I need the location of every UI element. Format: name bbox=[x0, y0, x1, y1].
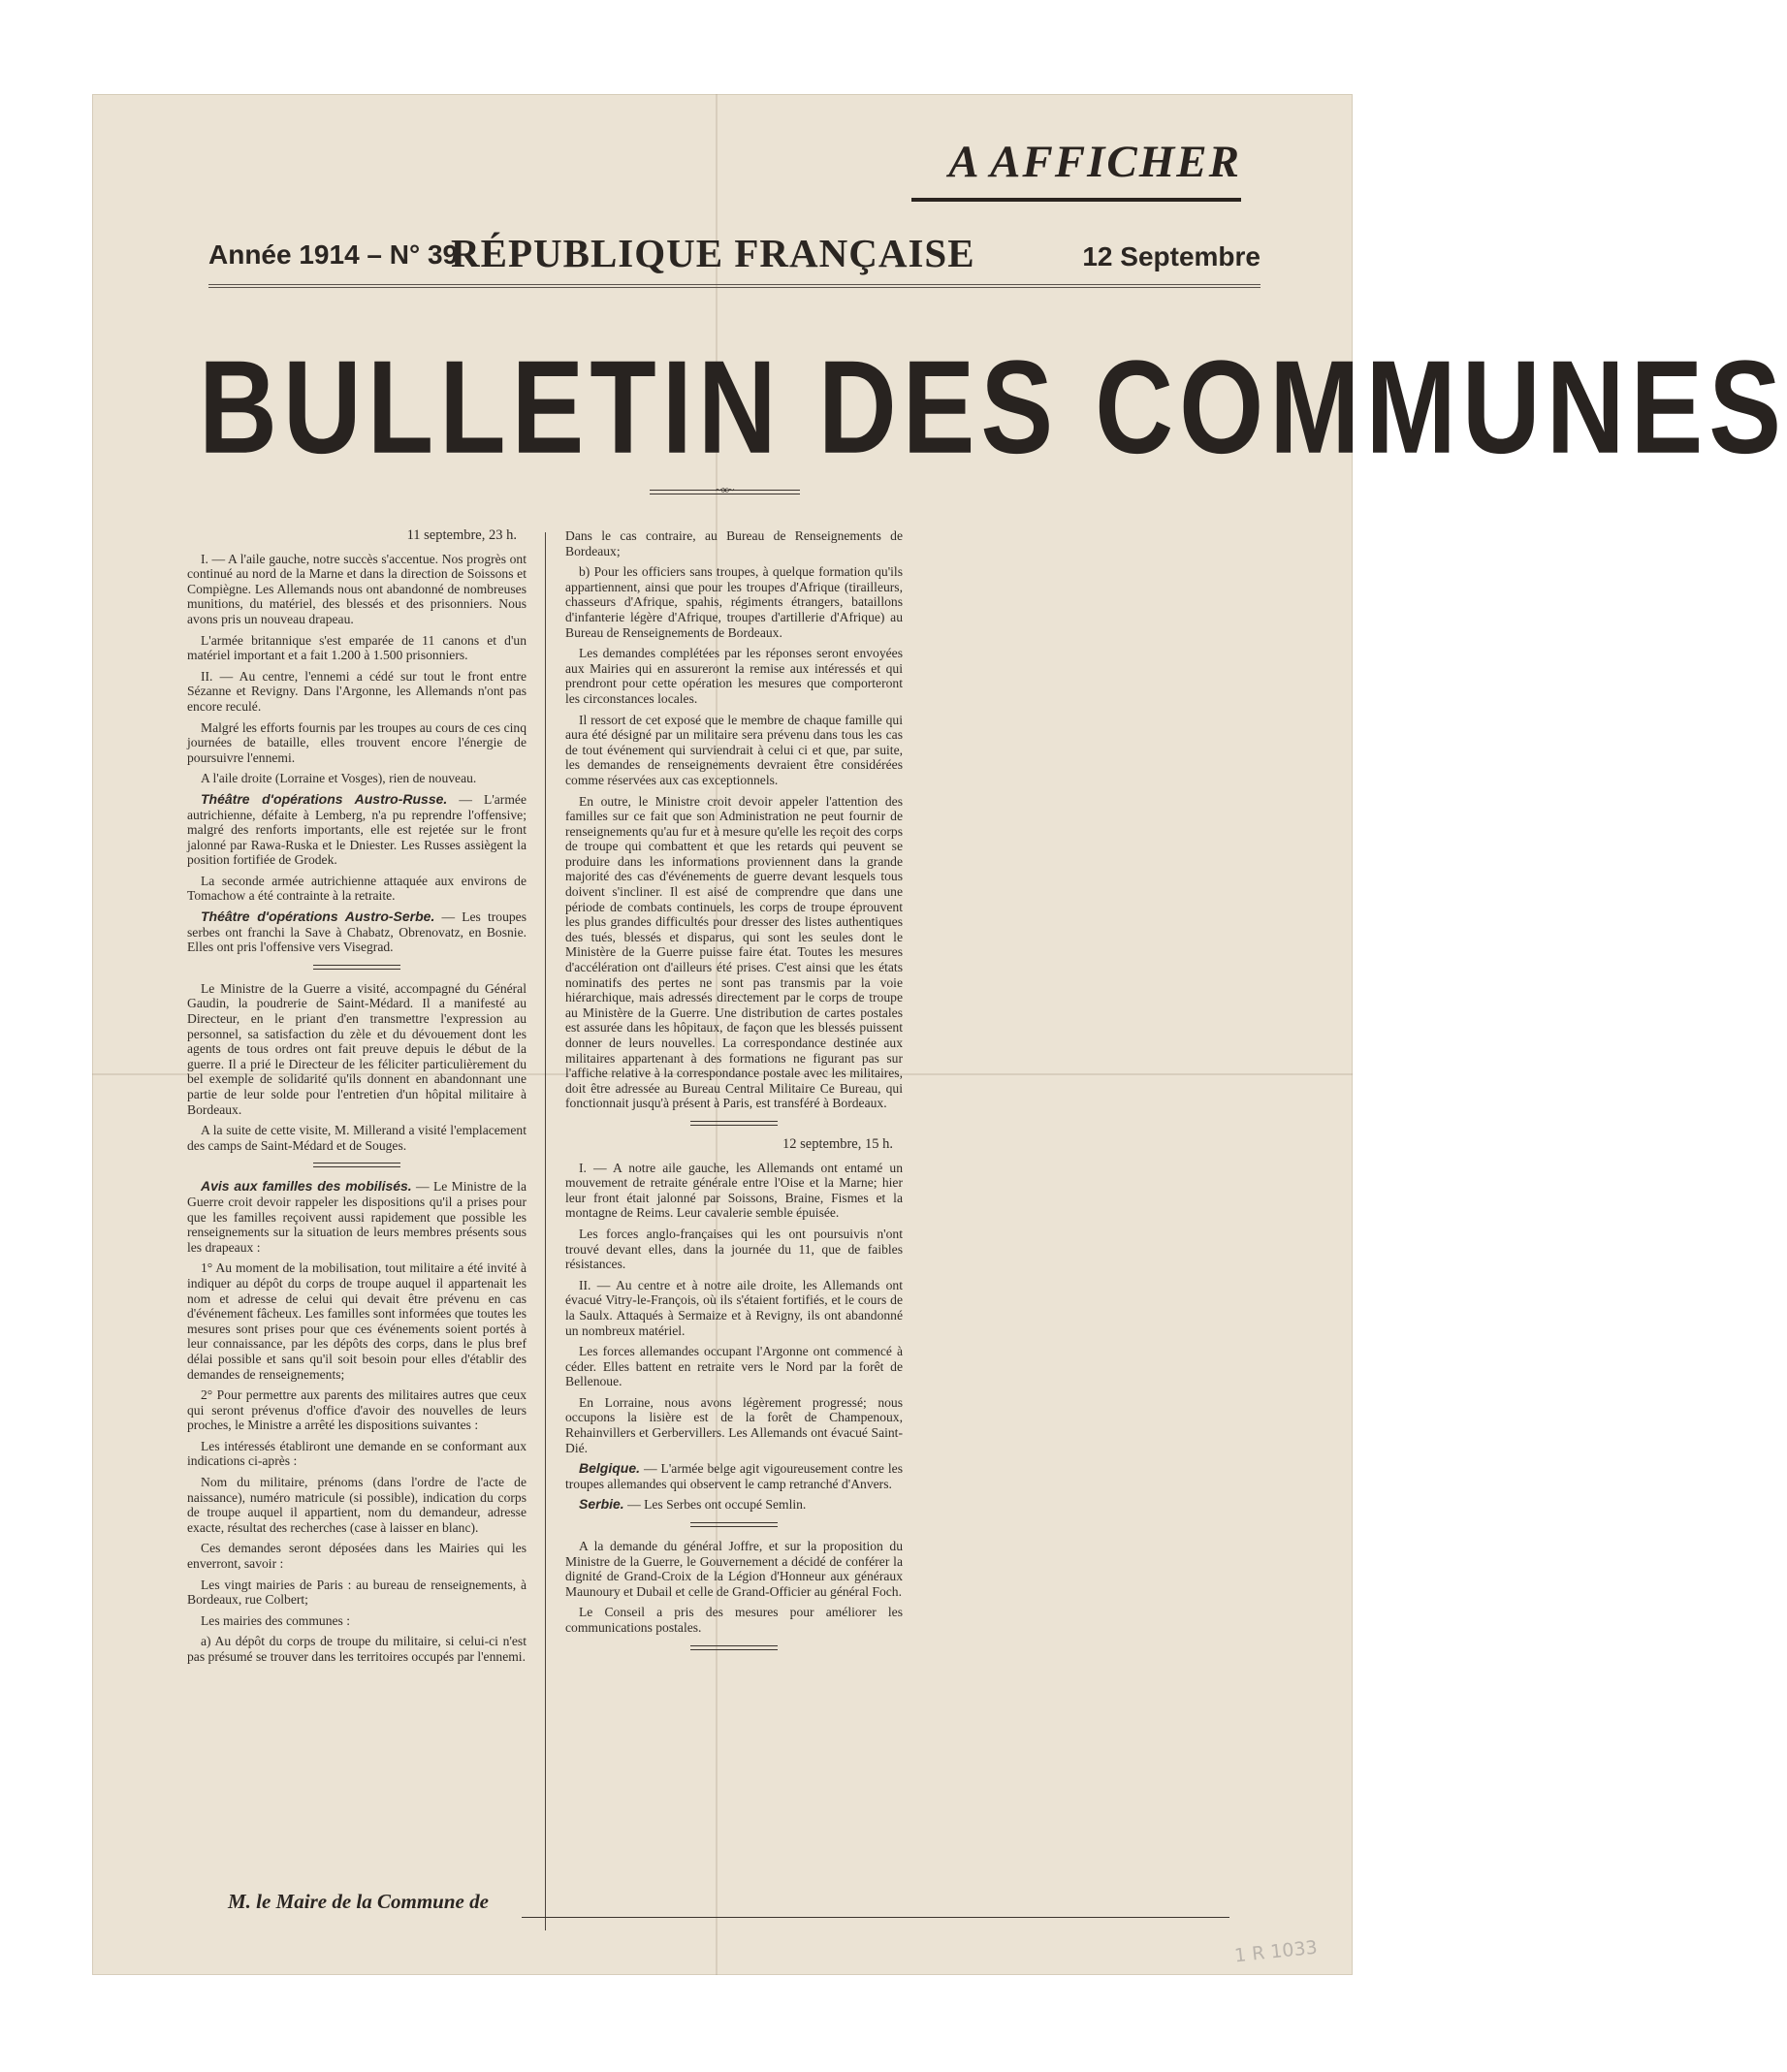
section-text: — L'armée belge agit vigoureusement contre les troupes allemandes qui observent le camp retranché d'Anvers. bbox=[565, 1461, 903, 1491]
poster-sheet bbox=[92, 94, 1787, 1975]
paragraph: Il ressort de cet exposé que le membre de chaque famille qui aura été désigné par un militaire sera prévenu dans tous les cas de tout événement qui surviendrait à celui ci et que, par suite, les demandes de renseignements devraient être considérées comme réservées aux cas exceptionnels. bbox=[565, 712, 903, 787]
archive-pencil-mark: 1 R 1033 bbox=[1233, 1936, 1319, 1967]
to-post-heading: A AFFICHER bbox=[911, 136, 1241, 202]
paragraph: La seconde armée autrichienne attaquée aux environs de Tomachow a été contrainte à la retraite. bbox=[187, 873, 527, 904]
separator-rule bbox=[690, 1522, 778, 1527]
paragraph: Le Ministre de la Guerre a visité, accompagné du Général Gaudin, la poudrerie de Saint-Médard. Il a manifesté au Directeur, en le priant d'en transmettre l'expression au personnel, sa satisfaction du zèle et du dévouement dont les agents de tous ordres ont fait preuve depuis le début de la guerre. Il a prié le Directeur de les féliciter particulièrement du bel exemple de solidarité qu'ils donnent en abandonnant une partie de leur solde pour l'entretien d'un hôpital militaire à Bordeaux. bbox=[187, 980, 527, 1117]
paragraph: Ces demandes seront déposées dans les Mairies qui les enverront, savoir : bbox=[187, 1541, 527, 1572]
paragraph: A l'aile droite (Lorraine et Vosges), rien de nouveau. bbox=[201, 771, 477, 786]
separator-rule bbox=[690, 1121, 778, 1126]
dateline-11-sept: 11 septembre, 23 h. bbox=[406, 527, 517, 543]
paragraph: I. — A notre aile gauche, les Allemands ont entamé un mouvement de retraite générale entre l'Oise et la Marne; hier leur front était jalonné par Soissons, Braine, Fismes et la montagne de Reims. Leur cavalerie semble épuisée. bbox=[565, 1160, 903, 1221]
separator-rule bbox=[313, 965, 400, 970]
dateline-12-sept: 12 septembre, 15 h. bbox=[782, 1135, 893, 1152]
republic-title: RÉPUBLIQUE FRANÇAISE bbox=[451, 231, 975, 275]
paragraph: b) Pour les officiers sans troupes, à quelque formation qu'ils appartiennent, ainsi que pour les troupes d'Afrique (tirailleurs, chasseurs d'Afrique, spahis, régiments étrangers, bataillons d'infanterie légère d'Afrique, troupes d'artillerie d'Afrique) au Bureau de Renseignements de Bordeaux. bbox=[565, 564, 903, 640]
title-ornament-rule bbox=[650, 483, 800, 496]
paragraph-austro-russe bbox=[187, 792, 527, 868]
paragraph: I. — A l'aile gauche, notre succès s'accentue. Nos progrès ont continué au nord de la Marne et dans la direction de Soissons et Compiègne. Les Allemands nous ont abandonné de nombreuses munitions, du matériel, des blessés et des prisonniers. Nous avons pris un nouveau drapeau. bbox=[187, 551, 527, 626]
ornament-glyph: ~∞~ bbox=[716, 483, 734, 496]
bulletin-title: BULLETIN DES COMMUNES bbox=[199, 333, 1787, 482]
masthead-rule bbox=[208, 284, 1260, 288]
paragraph: II. — Au centre, l'ennemi a cédé sur tout le front entre Sézanne et Revigny. Dans l'Argonne, les Allemands n'ont pas encore reculé. bbox=[187, 668, 527, 714]
paragraph: a) Au dépôt du corps de troupe du militaire, si celui-ci n'est pas présumé se trouver dans les territoires occupés par l'ennemi. bbox=[187, 1634, 527, 1664]
section-text: — Les Serbes ont occupé Semlin. bbox=[623, 1497, 807, 1513]
commune-blank-line bbox=[522, 1917, 1229, 1918]
paragraph: Les forces allemandes occupant l'Argonne ont commencé à céder. Elles battent en retraite vers le Nord par la forêt de Bellenoue. bbox=[565, 1344, 903, 1389]
paragraph: A la demande du général Joffre, et sur la proposition du Ministre de la Guerre, le Gouvernement a décidé de conférer la dignité de Grand-Croix de la Légion d'Honneur aux généraux Maunoury et Dubail et celle de Grand-Officier au général Foch. bbox=[565, 1539, 903, 1599]
column-left bbox=[187, 528, 527, 1671]
paragraph: Le Conseil a pris des mesures pour améliorer les communications postales. bbox=[565, 1605, 903, 1635]
paragraph: Les forces anglo-françaises qui les ont poursuivis n'ont trouvé devant elles, dans la journée du 11, que de faibles résistances. bbox=[565, 1226, 903, 1272]
section-title: Serbie. bbox=[579, 1496, 624, 1513]
issue-date: 12 Septembre bbox=[1082, 241, 1260, 271]
paragraph: II. — Au centre et à notre aile droite, les Allemands ont évacué Vitry-le-François, où ils s'étaient fortifiés, et le cours de la Saulx. Attaqués à Sermaize et à Revigny, ils ont abandonné un nombreux matériel. bbox=[565, 1277, 903, 1338]
masthead-line bbox=[208, 230, 1260, 278]
paragraph: Les demandes complétées par les réponses seront envoyées aux Mairies qui en assureront la remise aux intéressés et qui prendront pour cette opération les mesures que comporteront les circonstances locales. bbox=[565, 646, 903, 706]
paragraph-avis bbox=[187, 1179, 527, 1255]
paragraph: En outre, le Ministre croit devoir appeler l'attention des familles sur ce fait que son Administration ne peut fournir de renseignements qu'au fur et à mesure qu'elle les reçoit des corps de troupe qui combattent et que les retards qui peuvent se produire dans les informations proviennent dans la grande majorité des cas d'événements de guerre devant lesquels tous doivent s'incliner. Il est aisé de comprendre que dans une période de combats continuels, les corps de troupe éprouvent les plus grandes difficultés pour dresser des listes authentiques des tués, blessés et disparus, qui sont les seules dont le Ministère de la Guerre puisse faire état. Toutes les mesures d'accélération ont d'ailleurs été prises. C'est ainsi que les états nominatifs des pertes ne sont pas transmis par la voie hiérarchique, mais adressés directement par le corps de troupe au Ministère de la Guerre. Une distribution de cartes postales est assurée dans les hôpitaux, de façon que les blessés puissent donner de leurs nouvelles. La correspondance destinée aux militaires appartenant à des formations ne figurant pas sur l'affiche relative à la correspondance postale avec les militaires, doit être adressée au Bureau Central Militaire Ce Bureau, qui fonctionnait jusqu'à présent à Paris, est transféré à Bordeaux. bbox=[565, 793, 903, 1111]
paragraph: 2° Pour permettre aux parents des militaires autres que ceux qui seront prévenus d'office d'avoir des nouvelles de leurs proches, le Ministre a arrêté les dispositions suivantes : bbox=[187, 1387, 527, 1433]
paragraph-serbie bbox=[565, 1497, 903, 1513]
section-title: Théâtre d'opérations Austro-Serbe. bbox=[201, 908, 435, 925]
paragraph: 1° Au moment de la mobilisation, tout militaire a été invité à indiquer au dépôt du corps de troupe auquel il appartenait les nom et adresse de celui qui devait être prévenu en cas d'événement fâcheux. Les familles sont informées que toutes les mesures sont prises pour que ces événements soient portés à leur connaissance, par les dépôts des corps, dans le plus bref délai possible et sans qu'il soit besoin pour elles d'établir des demandes de renseignements; bbox=[187, 1260, 527, 1382]
section-text: — Le Ministre de la Guerre croit devoir rappeler les dispositions qu'il a prises pour que les familles reçoivent aussi rapidement que possible les renseignements sur la situation de leurs membres présents sous les drapeaux : bbox=[187, 1179, 527, 1255]
paragraph: Malgré les efforts fournis par les troupes au cours de ces cinq journées de bataille, elles trouvent encore l'énergie de poursuivre l'ennemi. bbox=[187, 719, 527, 765]
column-divider bbox=[545, 532, 546, 1930]
paragraph: En Lorraine, nous avons légèrement progressé; nous occupons la lisière est de la forêt de Champenoux, Rehainvillers et Gerbervillers. Les Allemands ont évacué Saint-Dié. bbox=[565, 1394, 903, 1455]
paragraph: Les intéressés établiront une demande en se conformant aux indications ci-après : bbox=[187, 1438, 527, 1469]
section-title: Théâtre d'opérations Austro-Russe. bbox=[201, 790, 448, 807]
paragraph: Les vingt mairies de Paris : au bureau de renseignements, à Bordeaux, rue Colbert; bbox=[187, 1577, 527, 1608]
paragraph: L'armée britannique s'est emparée de 11 canons et d'un matériel important et a fait 1.200 à 1.500 prisonniers. bbox=[187, 632, 527, 663]
section-title: Belgique. bbox=[579, 1460, 641, 1477]
separator-rule bbox=[313, 1163, 400, 1167]
paragraph: Nom du militaire, prénoms (dans l'ordre de l'acte de naissance), numéro matricule (si possible), indication du corps de troupe auquel il appartient, nom du demandeur, adresse exacte, résultat des recherches (case à laisser en blanc). bbox=[187, 1475, 527, 1535]
separator-rule bbox=[690, 1645, 778, 1650]
issue-number: Année 1914 – N° 39 bbox=[208, 239, 459, 270]
paragraph: Dans le cas contraire, au Bureau de Renseignements de Bordeaux; bbox=[565, 528, 903, 558]
paragraph-belgique bbox=[565, 1461, 903, 1491]
paragraph-austro-serbe bbox=[187, 909, 527, 955]
column-right bbox=[565, 528, 903, 1662]
section-text: — Les troupes serbes ont franchi la Save à Chabatz, Obrenovatz, en Bosnie. Elles ont pris l'offensive vers Visegrad. bbox=[187, 909, 527, 955]
section-title: Avis aux familles des mobilisés. bbox=[201, 1178, 412, 1195]
paragraph: A la suite de cette visite, M. Millerand a visité l'emplacement des camps de Saint-Médard et de Souges. bbox=[187, 1123, 527, 1153]
paragraph: Les mairies des communes : bbox=[201, 1612, 351, 1628]
section-text: — L'armée autrichienne, défaite à Lemberg, n'a pu reprendre l'offensive; malgré des renforts importants, elle est rejetée sur le front jalonné par Rawa-Ruska et le Dniester. Les Russes assiègent la position fortifiée de Grodek. bbox=[187, 791, 527, 868]
mayor-address-line: M. le Maire de la Commune de bbox=[228, 1890, 489, 1913]
